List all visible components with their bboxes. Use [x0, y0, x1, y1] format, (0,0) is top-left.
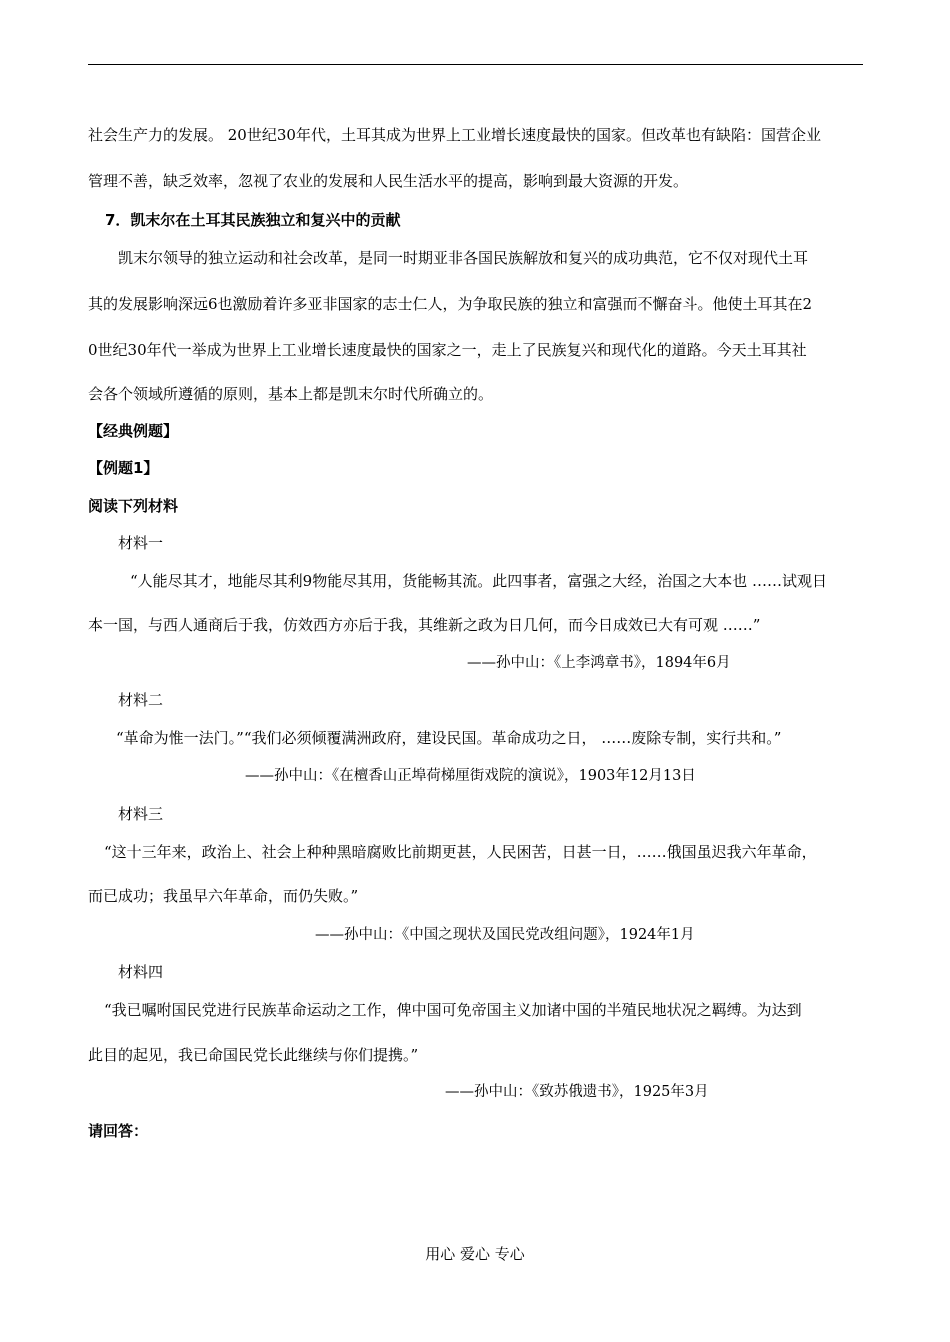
paragraph-line: 0世纪30年代一举成为世界上工业增长速度最快的国家之一，走上了民族复兴和现代化的道路。今天土耳其社	[88, 341, 807, 359]
material-1-line: 本一国，与西人通商后于我，仿效西方亦后于我，其维新之政为日几何，而今日成效已大有可观 ……”	[88, 616, 761, 634]
example-1-heading: 【例题1】	[88, 459, 159, 477]
material-1-title: 材料一	[118, 534, 164, 552]
paragraph-line: 凯末尔领导的独立运动和社会改革，是同一时期亚非各国民族解放和复兴的成功典范，它不仅对现代土耳	[118, 249, 809, 267]
material-4-line: 此目的起见，我已命国民党长此继续与你们提携。”	[88, 1046, 419, 1064]
classic-examples-heading: 【经典例题】	[88, 422, 179, 440]
material-3-source: ——孙中山：《中国之现状及国民党改组问题》，1924年1月	[315, 927, 695, 943]
material-2-source: ——孙中山：《在檀香山正埠荷梯厘街戏院的演说》，1903年12月13日	[245, 768, 696, 784]
material-4-source: ——孙中山：《致苏俄遗书》，1925年3月	[445, 1084, 709, 1100]
please-answer-heading: 请回答：	[88, 1122, 149, 1140]
material-3-line: “这十三年来，政治上、社会上种种黑暗腐败比前期更甚，人民困苦，日甚一日，……俄国虽迟我六年革命，	[104, 843, 817, 861]
paragraph-line: 会各个领域所遵循的原则，基本上都是凯末尔时代所确立的。	[88, 385, 494, 403]
material-2-line: “革命为惟一法门。”“我们必须倾覆满洲政府，建设民国。革命成功之日， ……废除专制，实行共和。”	[116, 729, 782, 747]
material-3-title: 材料三	[118, 805, 164, 823]
material-2-title: 材料二	[118, 691, 164, 709]
page-footer: 用心 爱心 专心	[425, 1245, 525, 1263]
material-1-line: “人能尽其才，地能尽其利9物能尽其用，货能畅其流。此四事者，富强之大经，治国之大本也 ……试观日	[130, 572, 827, 590]
material-1-source: ——孙中山：《上李鸿章书》，1894年6月	[467, 655, 731, 671]
paragraph-line: 管理不善，缺乏效率，忽视了农业的发展和人民生活水平的提高，影响到最大资源的开发。	[88, 172, 689, 190]
material-4-line: “我已嘱咐国民党进行民族革命运动之工作，俾中国可免帝国主义加诸中国的半殖民地状况之羁缚。为达到	[104, 1001, 802, 1019]
material-3-line: 而已成功；我虽早六年革命，而仍失败。”	[88, 887, 359, 905]
paragraph-line: 其的发展影响深远6也激励着许多亚非国家的志士仁人，为争取民族的独立和富强而不懈奋斗。他使土耳其在2	[88, 295, 813, 313]
read-materials-heading: 阅读下列材料	[88, 497, 179, 515]
header-rule	[88, 64, 863, 65]
paragraph-line: 社会生产力的发展。 20世纪30年代，土耳其成为世界上工业增长速度最快的国家。但改革也有缺陷：国营企业	[88, 126, 821, 144]
section-heading: 7．凯末尔在土耳其民族独立和复兴中的贡献	[105, 211, 401, 229]
material-4-title: 材料四	[118, 963, 164, 981]
